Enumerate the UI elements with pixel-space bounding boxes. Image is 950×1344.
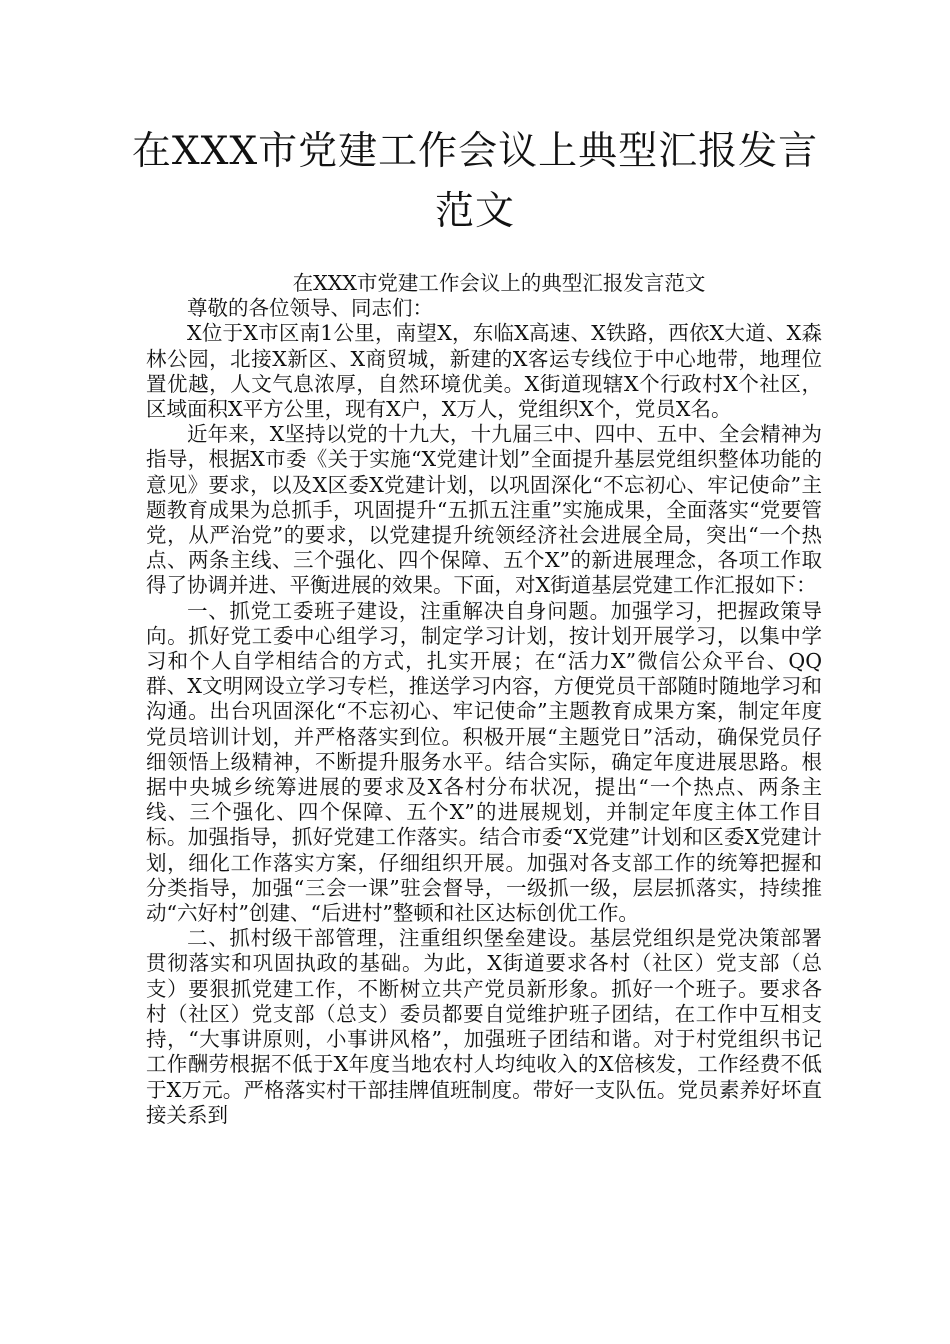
body-paragraph: 近年来，X坚持以党的十九大，十九届三中、四中、五中、全会精神为指导，根据X市委《关于实施“X党建计划”全面提升基层党组织整体功能的意见》要求，以及X区委X党建计划，以巩固深化“不忘初心、牢记使命”主题教育成果为总抓手，巩固提升“五抓五注重”实施成果，全面落实“党要管党，从严治党”的要求，以党建提升统领经济社会进展全局，突出“一个热点、两条主线、三个强化、四个保障、五个X”的新进展理念，各项工作取得了协调并进、平衡进展的效果。下面，对X街道基层党建工作汇报如下： — [146, 422, 822, 598]
document-subtitle: 在XXX市党建工作会议上的典型汇报发言范文 — [292, 271, 706, 295]
body-paragraph: X位于X市区南1公里，南望X，东临X高速、X铁路，西依X大道、X森林公园，北接X新区、X商贸城，新建的X客运专线位于中心地带，地理位置优越，人文气息浓厚，自然环境优美。X街道现辖X个行政村X个社区，区域面积X平方公里，现有X户，X万人，党组织X个，党员X名。 — [146, 321, 822, 422]
body-paragraph: 二、抓村级干部管理，注重组织堡垒建设。基层党组织是党决策部署贯彻落实和巩固执政的基础。为此，X街道要求各村（社区）党支部（总支）要狠抓党建工作，不断树立共产党员新形象。抓好一个班子。要求各村（社区）党支部（总支）委员都要自觉维护班子团结，在工作中互相支持，“大事讲原则，小事讲风格”，加强班子团结和谐。对于村党组织书记工作酬劳根据不低于X年度当地农村人均纯收入的X倍核发，工作经费不低于X万元。严格落实村干部挂牌值班制度。带好一支队伍。党员素养好坏直接关系到 — [146, 926, 822, 1127]
greeting-paragraph: 尊敬的各位领导、同志们： — [187, 296, 433, 321]
document-body — [146, 271, 822, 1128]
body-paragraph: 一、抓党工委班子建设，注重解决自身问题。加强学习，把握政策导向。抓好党工委中心组学习，制定学习计划，按计划开展学习，以集中学习和个人自学相结合的方式，扎实开展；在“活力X”微信公众平台、QQ群、X文明网设立学习专栏，推送学习内容，方便党员干部随时随地学习和沟通。出台巩固深化“不忘初心、牢记使命”主题教育成果方案，制定年度党员培训计划，并严格落实到位。积极开展“主题党日”活动，确保党员仔细领悟上级精神，不断提升服务水平。结合实际，确定年度进展思路。根据中央城乡统筹进展的要求及X各村分布状况，提出“一个热点、两条主线、三个强化、四个保障、五个X”的进展规划，并制定年度主体工作目标。加强指导，抓好党建工作落实。结合市委“X党建”计划和区委X党建计划，细化工作落实方案，仔细组织开展。加强对各支部工作的统筹把握和分类指导，加强“三会一课”驻会督导，一级抓一级，层层抓落实，持续推动“六好村”创建、“后进村”整顿和社区达标创优工作。 — [146, 598, 822, 926]
document-title: 在XXX市党建工作会议上典型汇报发言范文 — [131, 129, 819, 234]
